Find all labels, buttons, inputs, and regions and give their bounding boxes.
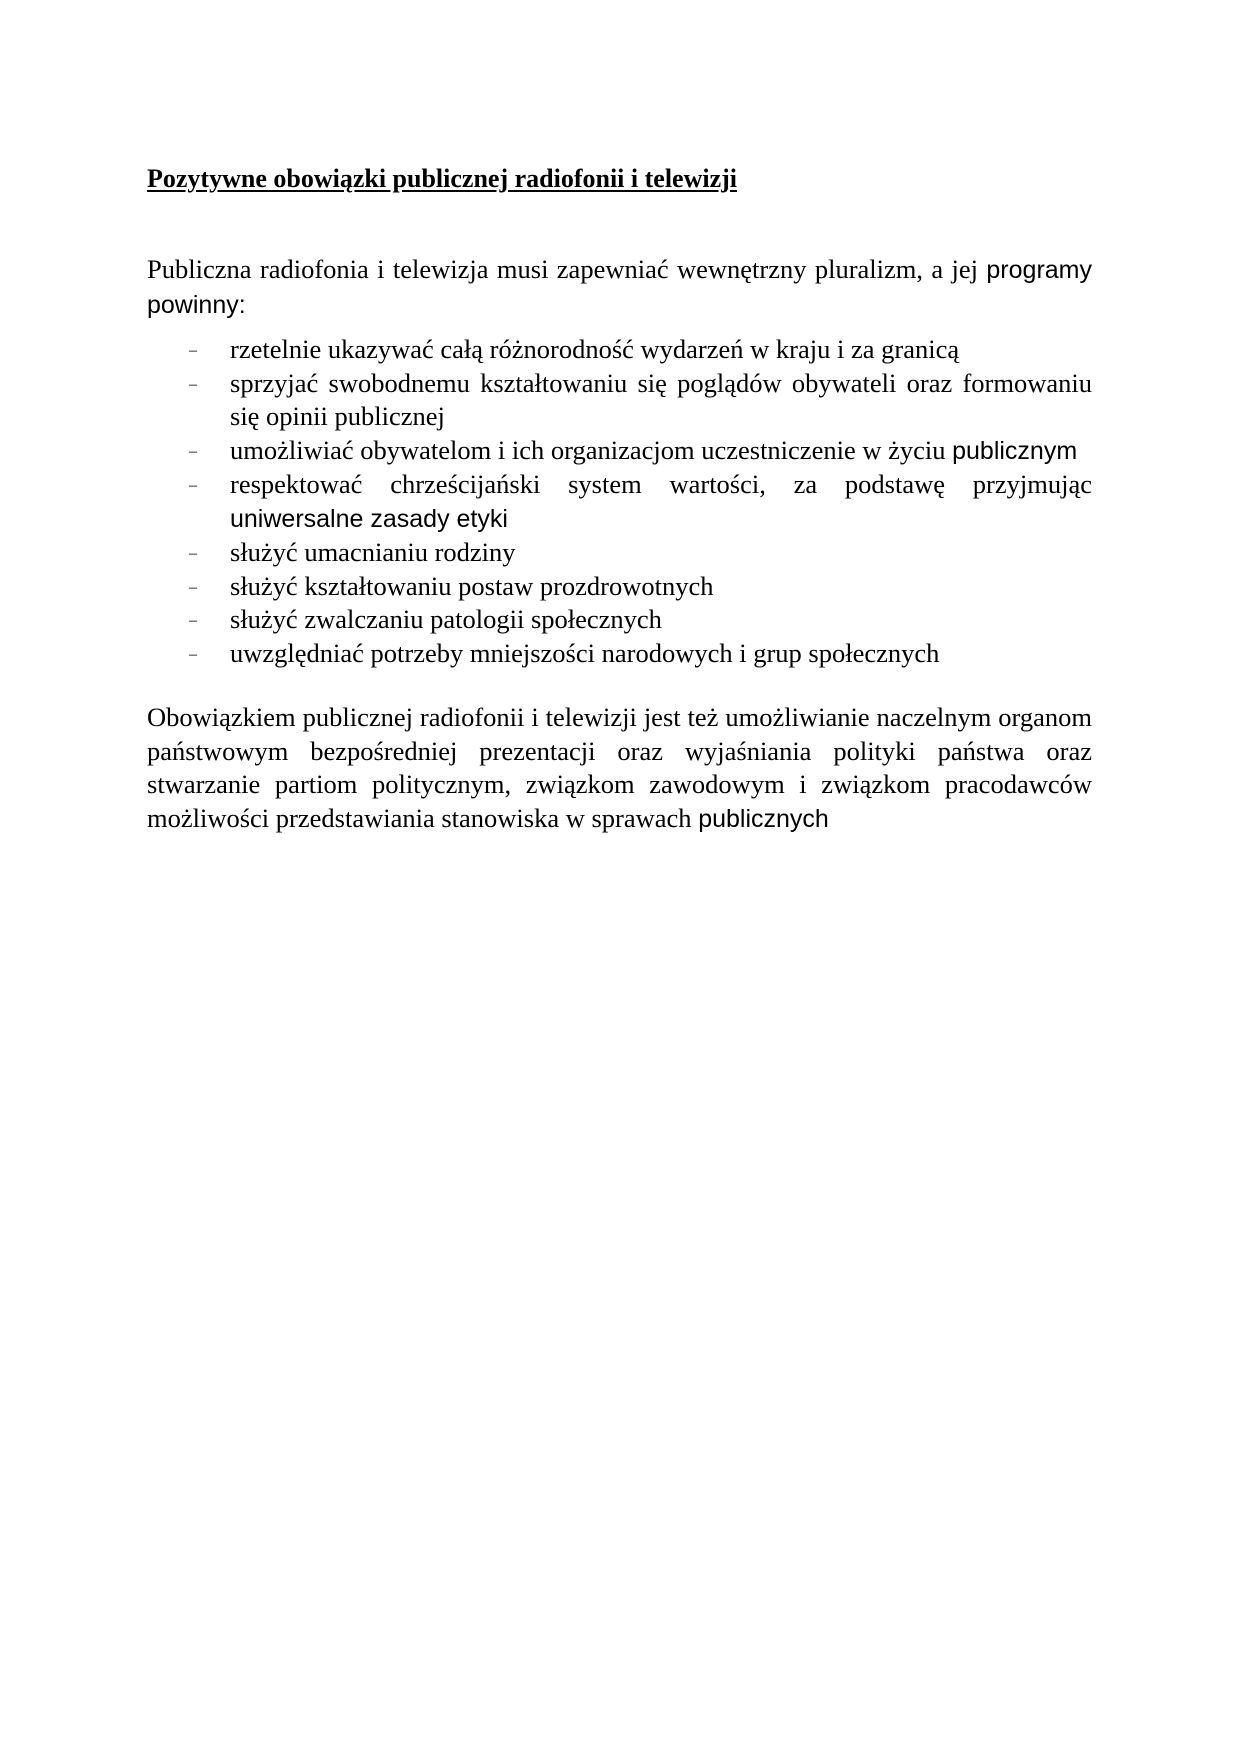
- dash-bullet: –: [189, 578, 197, 596]
- document-body: [147, 253, 1092, 836]
- list-item-text: rzetelnie ukazywać całą różnorodność wydarzeń w kraju i za granicą: [230, 334, 960, 364]
- list-item-text: uwzględniać potrzeby mniejszości narodowych i grup społecznych: [230, 637, 940, 668]
- dash-bullet: –: [189, 545, 197, 562]
- closing-text: Obowiązkiem publicznej radiofonii i telewizji jest też umożliwianie naczelnym organom państwowym bezpośredniej prezentacji oraz wyjaśniania polityki państwa oraz stwarzanie partiom politycznym, związkom zawodowym i związkom pracodawców możliwości przedstawiania stanowiska w sprawach: [147, 702, 1092, 833]
- list-item-text: służyć zwalczaniu patologii społecznych: [230, 604, 662, 634]
- list-item: [147, 536, 1092, 570]
- list-item-text: sprzyjać swobodnemu kształtowaniu się poglądów obywateli oraz formowaniu się opinii publicznej: [230, 367, 1092, 431]
- dash-bullet: –: [189, 477, 197, 494]
- intro-tail: programy powinny:: [147, 256, 1092, 319]
- list-item-text: służyć umacnianiu rodziny: [230, 537, 516, 567]
- list-item: [147, 468, 1092, 536]
- list-item: [147, 333, 1092, 367]
- list-item: [147, 367, 1092, 434]
- dash-bullet: –: [189, 612, 197, 629]
- dash-bullet: –: [189, 342, 197, 359]
- closing-paragraph: [147, 701, 1092, 836]
- obligations-list: [147, 333, 1092, 670]
- list-item: [147, 603, 1092, 637]
- list-item-tail: uniwersalne zasady etyki: [230, 504, 508, 533]
- list-item-text: służyć kształtowaniu postaw prozdrowotnych: [230, 570, 714, 601]
- list-item: [147, 637, 1092, 671]
- dash-bullet: –: [189, 375, 197, 393]
- dash-bullet: –: [189, 645, 197, 663]
- intro-paragraph: [147, 253, 1092, 322]
- list-item-text: respektować chrześcijański system wartości, za podstawę przyjmując: [230, 469, 1092, 499]
- intro-text: Publiczna radiofonia i telewizja musi zapewniać wewnętrzny pluralizm, a jej: [147, 254, 979, 284]
- list-item-text: umożliwiać obywatelom i ich organizacjom uczestniczenie w życiu: [230, 434, 946, 465]
- list-item: [147, 570, 1092, 604]
- closing-tail: publicznych: [698, 804, 829, 833]
- list-item-tail: publicznym: [952, 436, 1078, 465]
- list-item: [147, 434, 1092, 469]
- document-title: Pozytywne obowiązki publicznej radiofonii i telewizji: [147, 164, 738, 193]
- dash-bullet: –: [189, 442, 197, 460]
